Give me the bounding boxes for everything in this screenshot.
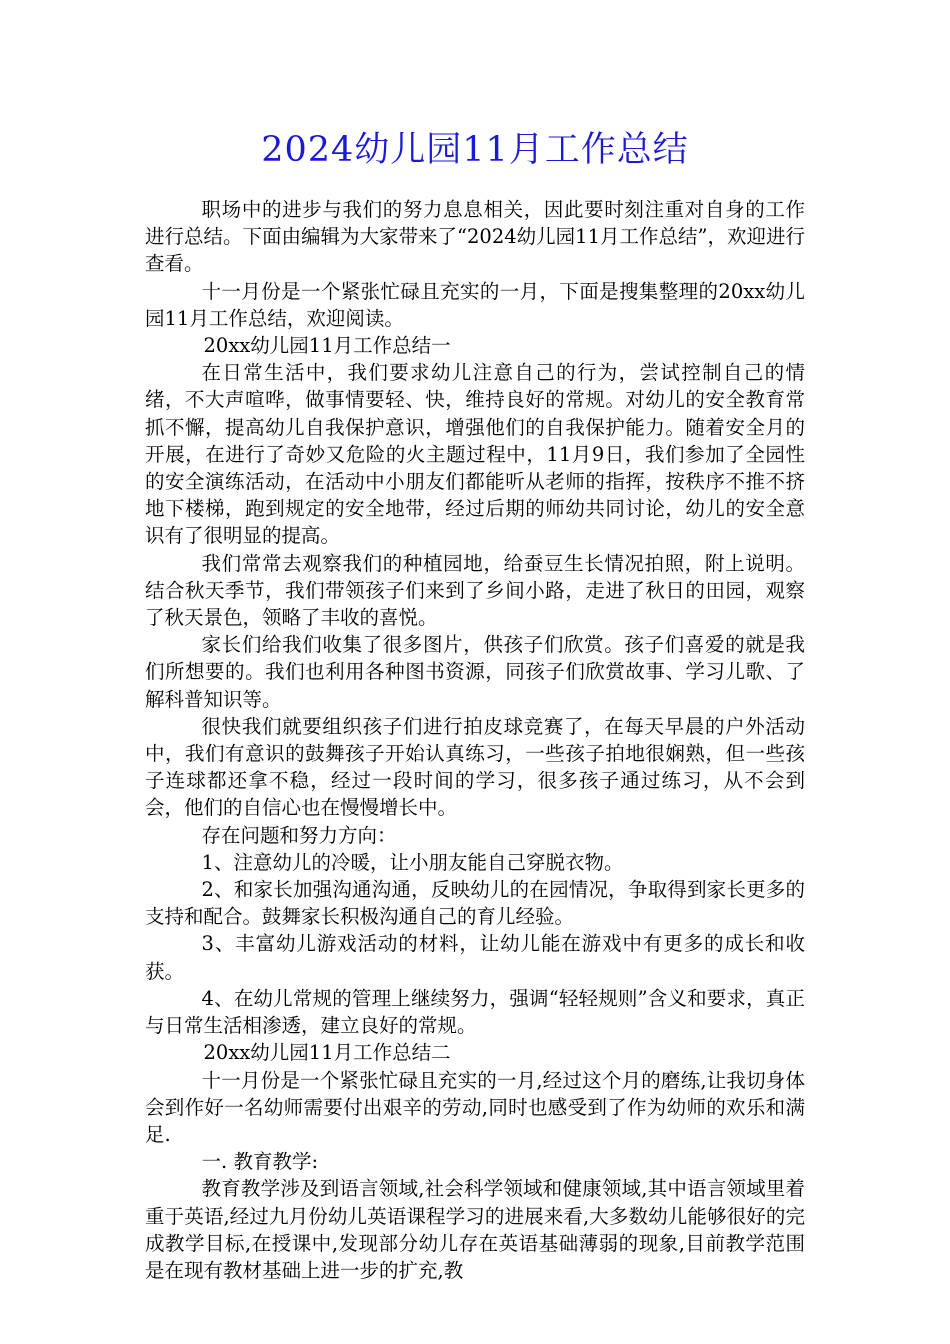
- paragraph-problems-heading: 存在问题和努力方向：: [201, 823, 397, 847]
- paragraph-november: 十一月份是一个紧张忙碌且充实的一月,经过这个月的磨练,让我切身体会到作好一名幼师需要付出艰辛的劳动,同时也感受到了作为幼师的欢乐和满足.: [145, 1068, 805, 1146]
- paragraph-parents: 家长们给我们收集了很多图片，供孩子们欣赏。孩子们喜爱的就是我们所想要的。我们也利用各种图书资源，同孩子们欣赏故事、学习儿歌、了解科普知识等。: [145, 633, 805, 711]
- section-heading-one: 20xx幼儿园11月工作总结一: [203, 334, 451, 358]
- paragraph-education: 教育教学涉及到语言领域,社会科学领域和健康领域,其中语言领域里着重于英语,经过九月份幼儿英语课程学习的进展来看,大多数幼儿能够很好的完成教学目标,在授课中,发现部分幼儿存在英语基础薄弱的现象,目前教学范围是在现有教材基础上进一步的扩充,教: [145, 1177, 805, 1282]
- list-item-2: 2、和家长加强沟通沟通，反映幼儿的在园情况，争取得到家长更多的支持和配合。鼓舞家长积极沟通自己的育儿经验。: [145, 878, 805, 929]
- paragraph-intro: 职场中的进步与我们的努力息息相关，因此要时刻注重对自身的工作进行总结。下面由编辑为大家带来了“2024幼儿园11月工作总结”，欢迎进行查看。: [145, 198, 805, 276]
- paragraph-safety: 在日常生活中，我们要求幼儿注意自己的行为，尝试控制自己的情绪，不大声喧哗，做事情要轻、快，维持良好的常规。对幼儿的安全教育常抓不懈，提高幼儿自我保护意识，增强他们的自我保护能力。随着安全月的开展，在进行了奇妙又危险的火主题过程中，11月9日，我们参加了全园性的安全演练活动，在活动中小朋友们都能听从老师的指挥，按秩序不推不挤地下楼梯，跑到规定的安全地带，经过后期的师幼共同讨论，幼儿的安全意识有了很明显的提高。: [145, 361, 805, 548]
- list-item-3: 3、丰富幼儿游戏活动的材料，让幼儿能在游戏中有更多的成长和收获。: [145, 932, 805, 983]
- section-heading-two: 20xx幼儿园11月工作总结二: [203, 1041, 451, 1065]
- paragraph-garden: 我们常常去观察我们的种植园地，给蚕豆生长情况拍照，附上说明。结合秋天季节，我们带领孩子们来到了乡间小路，走进了秋日的田园，观察了秋天景色，领略了丰收的喜悦。: [145, 551, 805, 630]
- document-title: 2024幼儿园11月工作总结: [261, 130, 689, 170]
- list-item-4: 4、在幼儿常规的管理上继续努力，强调“轻轻规则”含义和要求，真正与日常生活相渗透，建立良好的常规。: [145, 986, 805, 1038]
- list-item-1: 1、注意幼儿的冷暖，让小朋友能自己穿脱衣物。: [201, 850, 624, 874]
- paragraph-ball-contest: 很快我们就要组织孩子们进行拍皮球竞赛了，在每天早晨的户外活动中，我们有意识的鼓舞孩子开始认真练习，一些孩子拍地很娴熟，但一些孩子连球都还拿不稳，经过一段时间的学习，很多孩子通过练习，从不会到会，他们的自信心也在慢慢增长中。: [145, 714, 805, 820]
- document-body: [145, 196, 805, 1284]
- paragraph-education-heading: 一. 教育教学:: [201, 1150, 319, 1174]
- paragraph-lead: 十一月份是一个紧张忙碌且充实的一月，下面是搜集整理的20xx幼儿园11月工作总结，欢迎阅读。: [145, 279, 805, 330]
